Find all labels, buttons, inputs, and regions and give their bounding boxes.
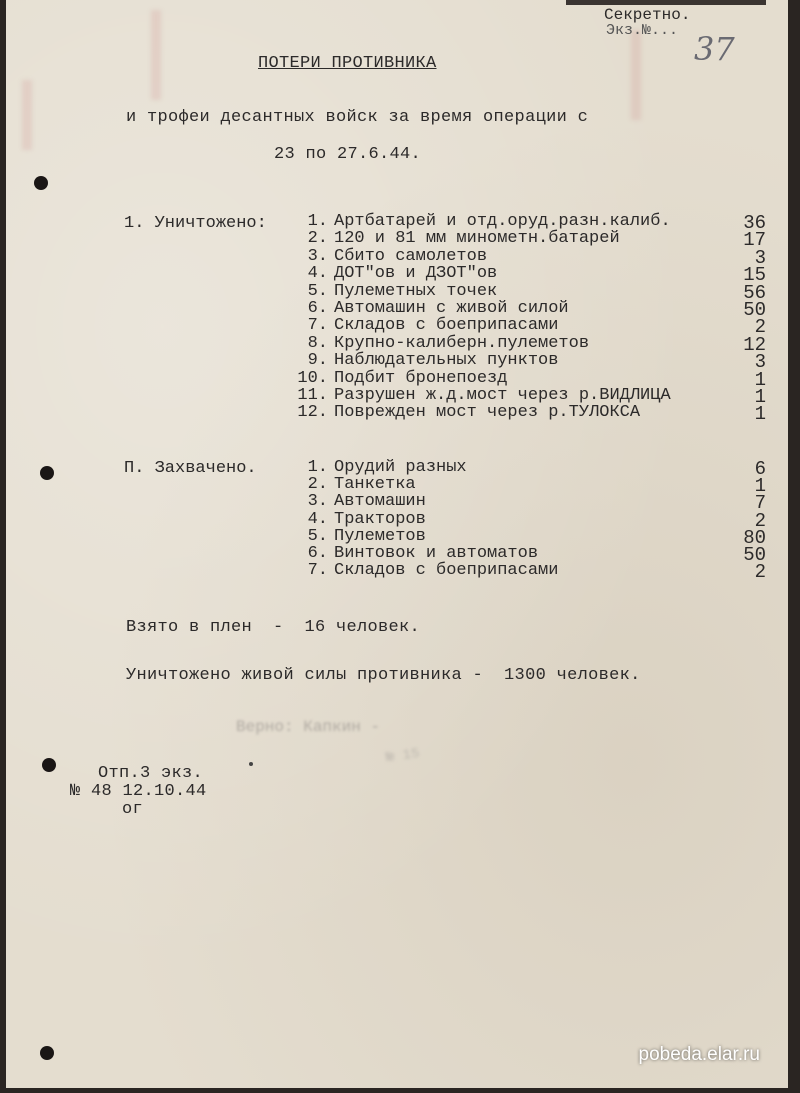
document-page xyxy=(6,0,788,1088)
item-value: 56 xyxy=(743,281,766,304)
list-item xyxy=(296,299,766,321)
item-text: Тракторов xyxy=(334,509,426,529)
list-item xyxy=(296,492,766,515)
list-item xyxy=(296,475,766,498)
item-value: 2 xyxy=(754,561,766,584)
section-destroyed-label: 1. Уничтожено: xyxy=(124,214,267,233)
item-text: Автомашин с живой силой xyxy=(334,299,569,318)
item-number: 2. xyxy=(307,229,328,249)
faded-signature: Верно: Капкин - xyxy=(236,718,381,736)
list-item xyxy=(296,509,766,532)
item-number: 1. xyxy=(307,458,328,477)
item-text: Поврежден мост через р.ТУЛОКСА xyxy=(334,403,641,423)
item-number: 12. xyxy=(297,403,328,423)
item-value: 50 xyxy=(743,544,766,566)
faded-stamp: № 15 xyxy=(385,745,421,767)
item-text: Автомашин xyxy=(334,492,426,512)
item-value: 3 xyxy=(754,351,766,374)
list-item xyxy=(296,246,766,269)
item-text: 120 и 81 мм минометн.батарей xyxy=(334,229,620,249)
item-number: 4. xyxy=(307,264,328,284)
item-value: 1 xyxy=(754,403,766,426)
stamp-bleed-mark xyxy=(151,10,161,100)
item-number: 2. xyxy=(307,475,328,495)
item-text: Крупно-калиберн.пулеметов xyxy=(334,333,590,353)
list-item xyxy=(296,386,766,408)
list-item xyxy=(296,264,766,287)
ink-dot xyxy=(249,762,253,766)
subtitle-line-1: и трофеи десантных войск за время операции с xyxy=(126,108,589,127)
item-number: 7. xyxy=(307,316,328,336)
page-number: 37 xyxy=(694,30,735,68)
item-value: 17 xyxy=(743,229,766,252)
site-watermark: pobeda.elar.ru xyxy=(638,1044,760,1065)
item-number: 8. xyxy=(307,333,328,353)
subtitle-line-2: 23 по 27.6.44. xyxy=(274,145,422,164)
item-value: 6 xyxy=(754,458,766,480)
punch-hole xyxy=(34,176,48,190)
list-item xyxy=(296,561,766,584)
item-number: 6. xyxy=(307,299,328,318)
item-text: Пулеметных точек xyxy=(334,281,498,301)
item-number: 9. xyxy=(307,351,328,371)
scan-top-edge xyxy=(566,0,766,5)
enemy-killed-line: Уничтожено живой силы противника - 1300 человек. xyxy=(126,666,641,685)
list-item xyxy=(296,212,766,234)
item-number: 6. xyxy=(307,544,328,563)
punch-hole xyxy=(40,466,54,480)
copy-marker: Экз.№... xyxy=(606,22,679,39)
item-text: Артбатарей и отд.оруд.разн.калиб. xyxy=(334,212,671,231)
item-text: Орудий разных xyxy=(334,458,467,477)
item-text: Складов с боеприпасами xyxy=(334,561,559,581)
item-value: 1 xyxy=(754,368,766,391)
list-item xyxy=(296,403,766,426)
list-item xyxy=(296,526,766,549)
list-item xyxy=(296,229,766,252)
item-value: 15 xyxy=(743,264,766,287)
punch-hole xyxy=(42,758,56,772)
item-value: 2 xyxy=(754,509,766,532)
classification-mark: Секретно. xyxy=(604,6,691,24)
item-number: 3. xyxy=(307,246,328,266)
stamp-bleed-mark xyxy=(631,30,641,120)
item-number: 4. xyxy=(307,509,328,529)
item-number: 1. xyxy=(307,212,328,231)
footer-initials: ог xyxy=(122,800,144,819)
footer-ref: № 48 12.10.44 xyxy=(70,782,207,801)
item-value: 3 xyxy=(754,246,766,269)
punch-hole xyxy=(40,1046,54,1060)
item-number: 3. xyxy=(307,492,328,512)
item-value: 1 xyxy=(754,475,766,498)
section-captured-label: П. Захвачено. xyxy=(124,459,257,478)
item-value: 36 xyxy=(743,212,766,234)
item-value: 50 xyxy=(743,299,766,321)
list-item xyxy=(296,333,766,356)
item-text: Наблюдательных пунктов xyxy=(334,351,559,371)
document-title: ПОТЕРИ ПРОТИВНИКА xyxy=(258,54,437,73)
item-value: 2 xyxy=(754,316,766,339)
item-text: Сбито самолетов xyxy=(334,246,488,266)
item-text: Винтовок и автоматов xyxy=(334,544,539,563)
item-number: 5. xyxy=(307,526,328,546)
item-value: 1 xyxy=(754,386,766,408)
item-number: 7. xyxy=(307,561,328,581)
item-text: Подбит бронепоезд xyxy=(334,368,508,388)
list-item xyxy=(296,316,766,339)
item-text: Складов с боеприпасами xyxy=(334,316,559,336)
item-value: 7 xyxy=(754,492,766,515)
list-item xyxy=(296,281,766,304)
item-text: Танкетка xyxy=(334,475,416,495)
item-text: ДОТ"ов и ДЗОТ"ов xyxy=(334,264,498,284)
item-value: 12 xyxy=(743,333,766,356)
item-number: 10. xyxy=(297,368,328,388)
list-item xyxy=(296,458,766,480)
list-item xyxy=(296,544,766,566)
prisoners-line: Взято в плен - 16 человек. xyxy=(126,618,421,637)
item-number: 5. xyxy=(307,281,328,301)
stamp-bleed-mark xyxy=(22,80,32,150)
item-number: 11. xyxy=(297,386,328,405)
item-value: 80 xyxy=(743,526,766,549)
list-item xyxy=(296,351,766,374)
item-text: Пулеметов xyxy=(334,526,426,546)
footer-copies: Отп.3 экз. xyxy=(98,764,204,783)
item-text: Разрушен ж.д.мост через р.ВИДЛИЦА xyxy=(334,386,671,405)
list-item xyxy=(296,368,766,391)
